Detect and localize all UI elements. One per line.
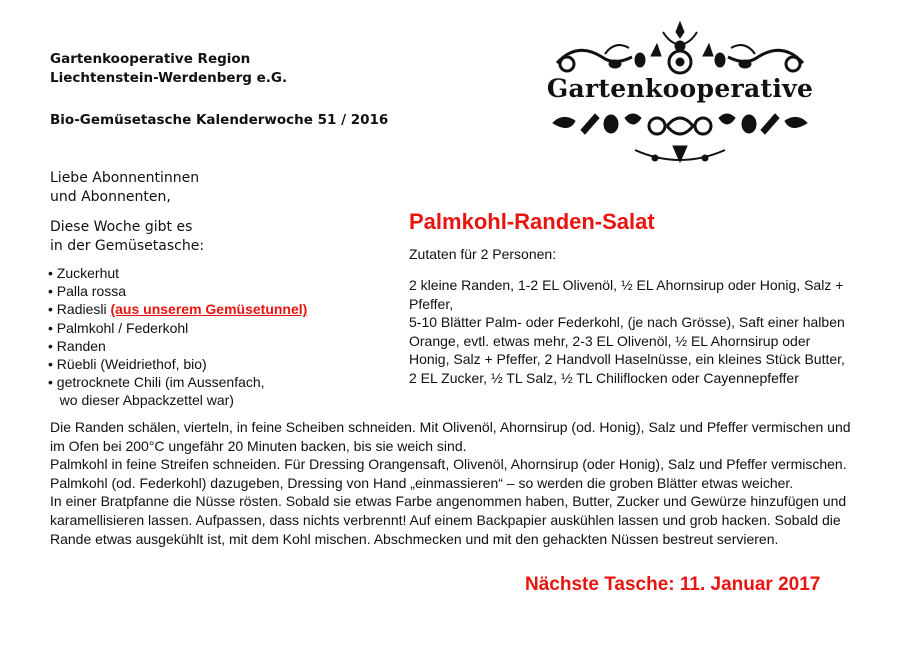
list-item: wo dieser Abpackzettel war) (48, 392, 234, 409)
recipe-method (50, 418, 860, 548)
method-step-3: In einer Bratpfanne die Nüsse rösten. Sobald sie etwas Farbe angenommen haben, Butter, Zucker und Gewürze hinzufügen und karamellisieren lassen. Aufpassen, dass nichts verbrennt! Auf einem Backpapier auskühlen lassen und grob hacken. Sobald die Rande etwas ausgekühlt ist, mit dem Kohl mischen. Abschmecken und mit den gehackten Nüssen bestreut servieren. (50, 493, 847, 547)
list-item-text: • Radiesli (48, 301, 111, 318)
logo-text: Gartenkooperative (546, 74, 814, 103)
list-item: • Randen (48, 337, 106, 354)
gartenkooperative-logo (545, 18, 815, 173)
intro-text (50, 218, 204, 256)
list-item: • Zuckerhut (48, 265, 120, 281)
vegetable-list (48, 264, 307, 410)
week-title: Bio-Gemüsetasche Kalenderwoche 51 / 2016 (50, 112, 389, 128)
list-item: • getrocknete Chili (im Aussenfach, (48, 374, 265, 391)
organization-name (50, 50, 287, 88)
method-step-1: Die Randen schälen, vierteln, in feine Scheiben schneiden. Mit Olivenöl, Ahornsirup (od. Honig), Salz und Pfeffer vermischen und im Ofen bei 200°C ungefähr 20 Minuten backen, bis sie weich sind. (50, 419, 851, 454)
organization-line-1: Gartenkooperative Region (50, 51, 251, 67)
recipe-title: Palmkohl-Randen-Salat (409, 209, 655, 234)
intro-line-1: Diese Woche gibt es (50, 219, 193, 235)
list-item: • Palmkohl / Federkohl (48, 319, 189, 336)
next-bag-date: Nächste Tasche: 11. Januar 2017 (525, 574, 821, 595)
ingredients-beets: 2 kleine Randen, 1-2 EL Olivenöl, ½ EL Ahornsirup oder Honig, Salz + Pfeffer, (409, 277, 844, 312)
intro-line-2: in der Gemüsetasche: (50, 238, 205, 254)
recipe-ingredients (409, 276, 849, 388)
list-item: • Rüebli (Weidriethof, bio) (48, 356, 207, 373)
method-step-2: Palmkohl in feine Streifen schneiden. Für Dressing Orangensaft, Olivenöl, Ahornsirup (oder Honig), Salz und Pfeffer vermischen. Palmkohl (od. Federkohl) dazugeben, Dressing von Hand „einmassieren“ – so werden die groben Blätter etwas weicher. (50, 456, 847, 491)
list-item: • Palla rossa (48, 283, 127, 300)
recipe-persons: Zutaten für 2 Personen: (409, 246, 557, 262)
gemuesetunnel-note: (aus unserem Gemüsetunnel) (110, 301, 308, 318)
greeting-line-1: Liebe Abonnentinnen (50, 170, 200, 186)
ingredients-kale: 5-10 Blätter Palm- oder Federkohl, (je nach Grösse), Saft einer halben Orange, evtl. etwas mehr, 2-3 EL Olivenöl, ½ EL Ahornsirup oder Honig, Salz + Pfeffer, 2 Handvoll Haselnüsse, ein kleines Stück Butter, 2 EL Zucker, ½ TL Salz, ½ TL Chiliflocken oder Cayennepfeffer (409, 314, 845, 386)
greeting-line-2: und Abonnenten, (50, 189, 171, 205)
organization-line-2: Liechtenstein-Werdenberg e.G. (50, 70, 288, 86)
list-item (48, 300, 307, 318)
greeting (50, 169, 199, 207)
